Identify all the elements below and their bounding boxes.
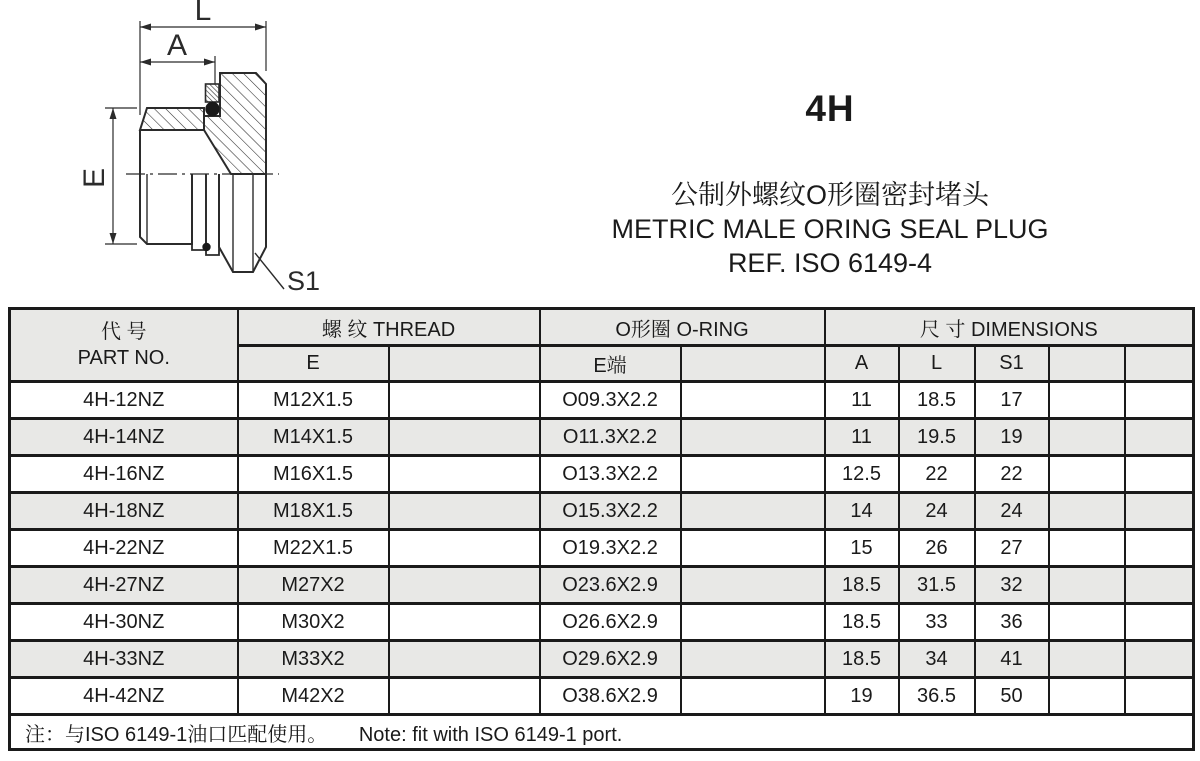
- table-cell: [1125, 382, 1194, 419]
- table-row: [10, 456, 1194, 493]
- table-cell: 18.5: [825, 567, 899, 604]
- table-cell: 19: [825, 678, 899, 715]
- table-cell: M42X2: [238, 678, 389, 715]
- washer-outline: [192, 174, 206, 250]
- technical-drawing: [0, 0, 400, 300]
- table-cell: O09.3X2.2: [540, 382, 681, 419]
- table-cell: 19: [975, 419, 1049, 456]
- table-cell: 18.5: [825, 641, 899, 678]
- product-name-en: METRIC MALE ORING SEAL PLUG: [611, 214, 1049, 244]
- table-cell: [1049, 678, 1125, 715]
- table-cell: [389, 456, 540, 493]
- table-cell: M12X1.5: [238, 382, 389, 419]
- table-row: [10, 493, 1194, 530]
- table-cell: [681, 604, 825, 641]
- table-cell: 18.5: [825, 604, 899, 641]
- table-cell: [681, 641, 825, 678]
- table-cell: 24: [899, 493, 975, 530]
- table-cell: 19.5: [899, 419, 975, 456]
- table-cell: M33X2: [238, 641, 389, 678]
- col-header-part-no-cn: 代 号: [100, 321, 147, 343]
- table-cell: O38.6X2.9: [540, 678, 681, 715]
- title-block: [540, 88, 1120, 280]
- table-cell: [389, 530, 540, 567]
- col-header-blank-2: [1125, 346, 1194, 382]
- table-cell: 50: [975, 678, 1049, 715]
- table-cell: M14X1.5: [238, 419, 389, 456]
- table-cell: O19.3X2.2: [540, 530, 681, 567]
- table-cell: [681, 530, 825, 567]
- table-cell: 22: [975, 456, 1049, 493]
- group-header-row: [10, 309, 1194, 346]
- table-cell: 4H-12NZ: [10, 382, 238, 419]
- table-cell: 14: [825, 493, 899, 530]
- table-row: [10, 604, 1194, 641]
- reference-standard: REF. ISO 6149-4: [727, 248, 933, 278]
- dim-label-e: E: [78, 167, 111, 189]
- table-cell: [1125, 678, 1194, 715]
- table-cell: 4H-42NZ: [10, 678, 238, 715]
- col-header-a: A: [825, 346, 899, 382]
- table-cell: [1125, 604, 1194, 641]
- table-cell: [1049, 419, 1125, 456]
- thread-outline-bottom: [140, 174, 192, 244]
- note-cell: [10, 715, 1194, 750]
- plug-section-drawing: [0, 0, 400, 300]
- dim-label-a: A: [166, 29, 188, 62]
- col-header-oring-e: E端: [540, 346, 681, 382]
- table-row: [10, 419, 1194, 456]
- table-cell: [1125, 419, 1194, 456]
- arrow-l-right: [255, 24, 266, 31]
- col-header-part-no: [10, 309, 238, 382]
- note-row: [10, 715, 1194, 750]
- table-cell: [1049, 567, 1125, 604]
- col-header-part-no-en: PART NO.: [77, 347, 170, 369]
- table-cell: [681, 456, 825, 493]
- table-cell: O13.3X2.2: [540, 456, 681, 493]
- table-cell: 41: [975, 641, 1049, 678]
- table-cell: 34: [899, 641, 975, 678]
- table-cell: 18.5: [899, 382, 975, 419]
- table-cell: 17: [975, 382, 1049, 419]
- table-cell: [389, 641, 540, 678]
- table-cell: [1049, 382, 1125, 419]
- arrow-a-left: [140, 59, 151, 66]
- table-cell: 11: [825, 419, 899, 456]
- col-header-thread-blank: [389, 346, 540, 382]
- table-cell: 4H-30NZ: [10, 604, 238, 641]
- oring-dot: [205, 102, 219, 116]
- arrow-e-bottom: [110, 233, 117, 244]
- table-cell: 36: [975, 604, 1049, 641]
- table-cell: 4H-16NZ: [10, 456, 238, 493]
- table-cell: [389, 567, 540, 604]
- table-cell: 12.5: [825, 456, 899, 493]
- table-cell: [681, 419, 825, 456]
- table-cell: O26.6X2.9: [540, 604, 681, 641]
- table-cell: M18X1.5: [238, 493, 389, 530]
- table-cell: [681, 382, 825, 419]
- table-cell: 33: [899, 604, 975, 641]
- model-code: 4H: [805, 88, 855, 129]
- table-cell: [1049, 493, 1125, 530]
- note-text-cn: 注：与ISO 6149-1油口匹配使用。: [25, 723, 328, 746]
- table-cell: O11.3X2.2: [540, 419, 681, 456]
- table-cell: 4H-22NZ: [10, 530, 238, 567]
- table-cell: [1125, 456, 1194, 493]
- table-cell: [389, 419, 540, 456]
- table-cell: 27: [975, 530, 1049, 567]
- table-cell: [681, 678, 825, 715]
- dim-label-s1: S1: [287, 266, 321, 296]
- col-header-s1: S1: [975, 346, 1049, 382]
- note-text-en: Note: fit with ISO 6149-1 port.: [358, 723, 623, 746]
- table-row: [10, 678, 1194, 715]
- table-cell: [389, 604, 540, 641]
- table-cell: 4H-14NZ: [10, 419, 238, 456]
- table-cell: 26: [899, 530, 975, 567]
- arrow-e-top: [110, 108, 117, 119]
- table-cell: 36.5: [899, 678, 975, 715]
- col-group-thread: 螺 纹 THREAD: [238, 309, 540, 346]
- table-cell: [1049, 530, 1125, 567]
- table-cell: 11: [825, 382, 899, 419]
- s1-leader-line: [255, 253, 284, 289]
- table-row: [10, 567, 1194, 604]
- table-cell: 31.5: [899, 567, 975, 604]
- table-cell: M30X2: [238, 604, 389, 641]
- spec-table: [8, 307, 1195, 751]
- table-body: [10, 382, 1194, 715]
- table-cell: 24: [975, 493, 1049, 530]
- table-cell: [389, 678, 540, 715]
- table-cell: M22X1.5: [238, 530, 389, 567]
- table-cell: O29.6X2.9: [540, 641, 681, 678]
- table-cell: 22: [899, 456, 975, 493]
- table-row: [10, 641, 1194, 678]
- backup-ring: [206, 84, 220, 102]
- table-cell: 32: [975, 567, 1049, 604]
- table-cell: 15: [825, 530, 899, 567]
- table-cell: [681, 493, 825, 530]
- table-cell: O15.3X2.2: [540, 493, 681, 530]
- oring-side-outline: [206, 174, 219, 255]
- table-cell: [1125, 567, 1194, 604]
- oring-side-dot: [202, 243, 210, 251]
- table-row: [10, 530, 1194, 567]
- table-cell: [1049, 641, 1125, 678]
- arrow-l-left: [140, 24, 151, 31]
- table-cell: [389, 493, 540, 530]
- table-cell: [681, 567, 825, 604]
- arrow-a-right: [204, 59, 215, 66]
- col-header-l: L: [899, 346, 975, 382]
- col-group-oring: O形圈 O-RING: [540, 309, 825, 346]
- table-cell: M27X2: [238, 567, 389, 604]
- table-cell: M16X1.5: [238, 456, 389, 493]
- table-cell: [389, 382, 540, 419]
- table-cell: 4H-18NZ: [10, 493, 238, 530]
- product-name-cn: 公制外螺纹O形圈密封堵头: [670, 180, 989, 210]
- table-cell: [1125, 641, 1194, 678]
- col-header-oring-blank: [681, 346, 825, 382]
- table-cell: [1049, 456, 1125, 493]
- col-header-thread-e: E: [238, 346, 389, 382]
- table-cell: [1049, 604, 1125, 641]
- thread-section: [140, 108, 204, 130]
- table-row: [10, 382, 1194, 419]
- table-cell: 4H-27NZ: [10, 567, 238, 604]
- table-cell: O23.6X2.9: [540, 567, 681, 604]
- table-cell: 4H-33NZ: [10, 641, 238, 678]
- table-cell: [1125, 493, 1194, 530]
- dim-label-l: L: [194, 0, 212, 27]
- col-header-blank-1: [1049, 346, 1125, 382]
- col-group-dimensions: 尺 寸 DIMENSIONS: [825, 309, 1194, 346]
- table-cell: [1125, 530, 1194, 567]
